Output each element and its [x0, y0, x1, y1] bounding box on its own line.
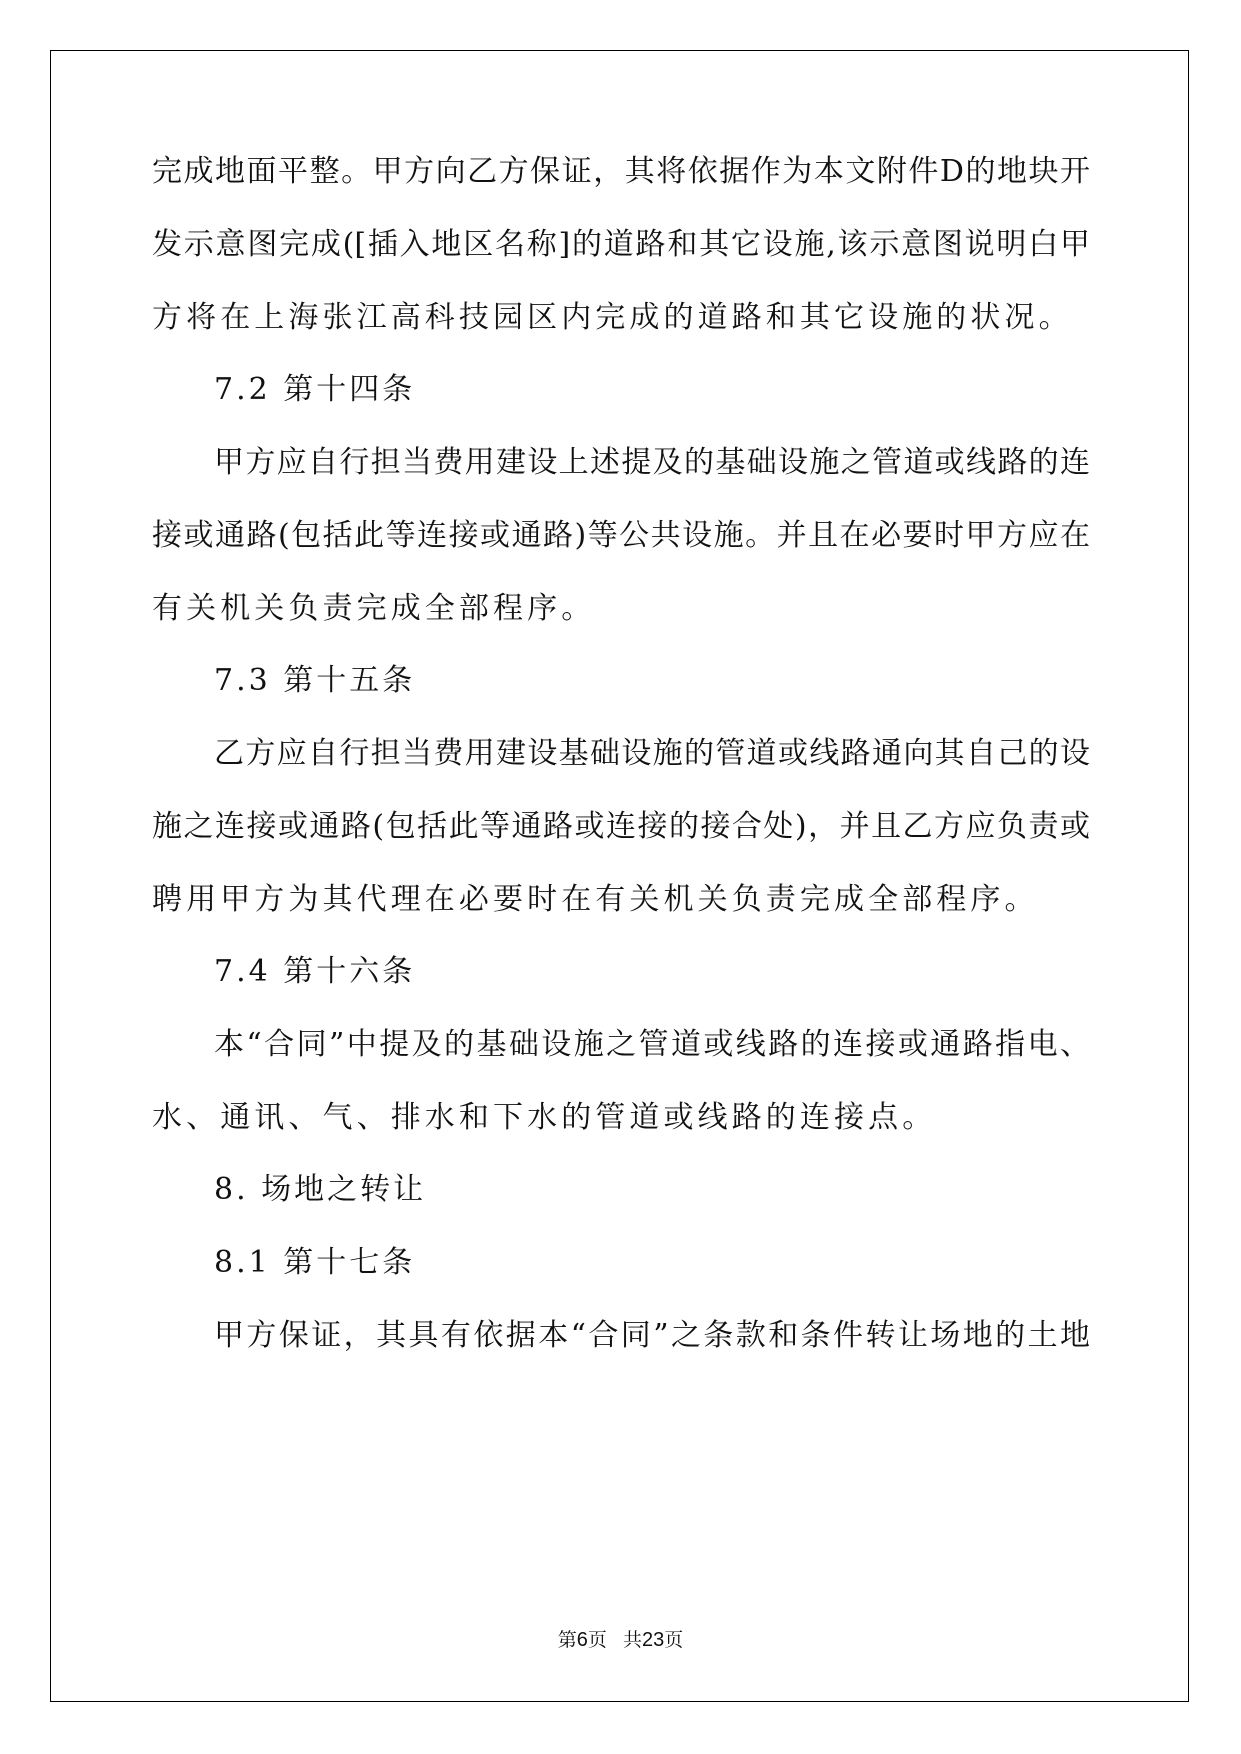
page-footer	[0, 1628, 1241, 1652]
footer-page-prefix: 第	[557, 1629, 577, 1651]
footer-total-pages: 23	[641, 1629, 665, 1651]
paragraph-3-line-1: 乙方应自行担当费用建设基础设施的管道或线路通向其自己的设	[214, 736, 1090, 771]
paragraph-1-line-2: 发示意图完成([插入地区名称]的道路和其它设施,该示意图说明白甲	[152, 227, 1090, 262]
paragraph-2-line-3: 有关机关负责完成全部程序。	[152, 591, 596, 626]
section-heading-7-3: 7.3 第十五条	[214, 663, 416, 698]
footer-total-suffix: 页	[664, 1629, 684, 1651]
section-heading-7-4: 7.4 第十六条	[214, 954, 416, 989]
section-heading-8: 8. 场地之转让	[214, 1172, 427, 1207]
paragraph-2-line-2: 接或通路(包括此等连接或通路)等公共设施。并且在必要时甲方应在	[152, 518, 1090, 553]
paragraph-4-line-1: 本“合同”中提及的基础设施之管道或线路的连接或通路指电、	[214, 1027, 1090, 1062]
footer-page-suffix: 页	[587, 1629, 607, 1651]
paragraph-5-line-1: 甲方保证，其具有依据本“合同”之条款和条件转让场地的土地	[214, 1318, 1090, 1353]
section-heading-7-2: 7.2 第十四条	[214, 372, 416, 407]
section-heading-8-1: 8.1 第十七条	[214, 1245, 416, 1280]
paragraph-1-line-3: 方将在上海张江高科技园区内完成的道路和其它设施的状况。	[152, 300, 1073, 335]
footer-page-number: 6	[576, 1629, 588, 1651]
paragraph-2-line-1: 甲方应自行担当费用建设上述提及的基础设施之管道或线路的连	[214, 445, 1090, 480]
paragraph-3-line-3: 聘用甲方为其代理在必要时在有关机关负责完成全部程序。	[152, 882, 1039, 917]
footer-total-prefix: 共	[622, 1629, 642, 1651]
paragraph-1-line-1: 完成地面平整。甲方向乙方保证，其将依据作为本文附件D的地块开	[152, 154, 1090, 189]
paragraph-3-line-2: 施之连接或通路(包括此等通路或连接的接合处)，并且乙方应负责或	[152, 809, 1090, 844]
paragraph-4-line-2: 水、通讯、气、排水和下水的管道或线路的连接点。	[152, 1100, 937, 1135]
